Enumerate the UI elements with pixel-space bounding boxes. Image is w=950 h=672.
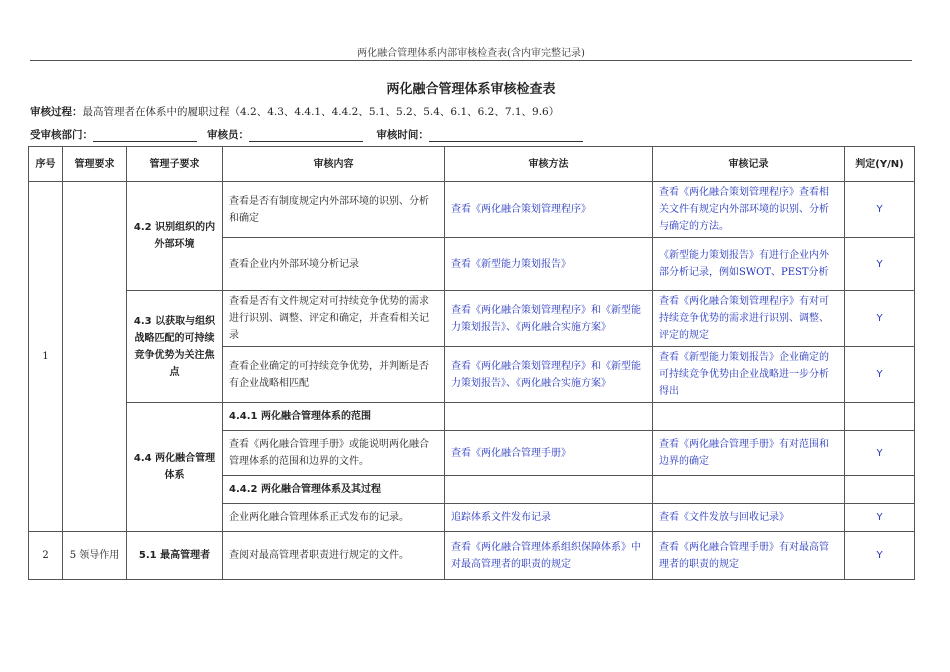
content-cell: 企业两化融合管理体系正式发布的记录。	[223, 504, 445, 532]
document-title: 两化融合管理体系审核检查表	[386, 82, 556, 97]
audit-checklist-table	[28, 146, 915, 580]
seq-cell: 2	[29, 532, 63, 580]
content-cell: 查看是否有文件规定对可持续竞争优势的需求进行识别、调整、评定和确定，并查看相关记录	[223, 291, 445, 347]
record-cell: 查看《新型能力策划报告》企业确定的可持续竞争优势由企业战略进一步分析得出	[653, 347, 845, 403]
time-label: 审核时间：	[376, 129, 429, 141]
verdict-cell	[845, 476, 915, 504]
record-cell: 查看《两化融合策划管理程序》有对可持续竞争优势的需求进行识别、调整、评定的规定	[653, 291, 845, 347]
verdict-cell: Y	[845, 347, 915, 403]
clause-heading-cell: 4.4.2 两化融合管理体系及其过程	[223, 476, 445, 504]
verdict-cell: Y	[845, 532, 915, 580]
col-requirement: 管理要求	[63, 147, 127, 182]
dept-blank[interactable]	[93, 129, 197, 142]
col-sub-requirement: 管理子要求	[127, 147, 223, 182]
verdict-cell: Y	[845, 182, 915, 238]
running-header: 两化融合管理体系内部审核检查表(含内审完整记录)	[357, 48, 585, 59]
content-cell: 查看《两化融合管理手册》或能说明两化融合管理体系的范围和边界的文件。	[223, 431, 445, 476]
method-cell	[445, 403, 653, 431]
sub-requirement-cell: 4.2 识别组织的内外部环境	[127, 182, 223, 291]
method-cell: 查看《两化融合策划管理程序》	[445, 182, 653, 238]
record-cell: 《新型能力策划报告》有进行企业内外部分析记录，例如SWOT、PEST分析	[653, 238, 845, 291]
record-cell: 查看《两化融合管理手册》有对最高管理者的职责的规定	[653, 532, 845, 580]
record-cell	[653, 403, 845, 431]
record-cell: 查看《文件发放与回收记录》	[653, 504, 845, 532]
table-row	[29, 182, 915, 238]
method-cell: 查看《新型能力策划报告》	[445, 238, 653, 291]
dept-label: 受审核部门：	[30, 129, 93, 141]
audit-scope-label: 审核过程：	[30, 106, 83, 118]
table-row	[29, 403, 915, 431]
requirement-cell	[63, 182, 127, 532]
method-cell: 追踪体系文件发布记录	[445, 504, 653, 532]
col-record: 审核记录	[653, 147, 845, 182]
auditor-blank[interactable]	[249, 129, 363, 142]
col-verdict: 判定(Y/N)	[845, 147, 915, 182]
verdict-cell: Y	[845, 238, 915, 291]
col-seq: 序号	[29, 147, 63, 182]
method-cell: 查看《两化融合策划管理程序》和《新型能力策划报告》、《两化融合实施方案》	[445, 291, 653, 347]
verdict-cell	[845, 403, 915, 431]
col-method: 审核方法	[445, 147, 653, 182]
method-cell: 查看《两化融合管理体系组织保障体系》中对最高管理者的职责的规定	[445, 532, 653, 580]
method-cell: 查看《两化融合管理手册》	[445, 431, 653, 476]
requirement-cell: 5 领导作用	[63, 532, 127, 580]
audit-scope-text: 最高管理者在体系中的履职过程（4.2、4.3、4.4.1、4.4.2、5.1、5.2、5.4、6.1、6.2、7.1、9.6）	[82, 106, 560, 118]
clause-heading-cell: 4.4.1 两化融合管理体系的范围	[223, 403, 445, 431]
sub-requirement-cell: 4.3 以获取与组织战略匹配的可持续竞争优势为关注焦点	[127, 291, 223, 403]
table-row	[29, 532, 915, 580]
table-header-row	[29, 147, 915, 182]
verdict-cell: Y	[845, 291, 915, 347]
verdict-cell: Y	[845, 431, 915, 476]
table-row	[29, 291, 915, 347]
auditor-label: 审核员：	[207, 129, 250, 141]
content-cell: 查看是否有制度规定内外部环境的识别、分析和确定	[223, 182, 445, 238]
time-blank[interactable]	[429, 129, 583, 142]
col-content: 审核内容	[223, 147, 445, 182]
record-cell: 查看《两化融合管理手册》有对范围和边界的确定	[653, 431, 845, 476]
record-cell	[653, 476, 845, 504]
verdict-cell: Y	[845, 504, 915, 532]
audit-fields	[30, 127, 583, 142]
content-cell: 查阅对最高管理者职责进行规定的文件。	[223, 532, 445, 580]
content-cell: 查看企业确定的可持续竞争优势，并判断是否有企业战略相匹配	[223, 347, 445, 403]
header-rule	[30, 60, 912, 61]
seq-cell: 1	[29, 182, 63, 532]
sub-requirement-cell: 4.4 两化融合管理体系	[127, 403, 223, 532]
method-cell: 查看《两化融合策划管理程序》和《新型能力策划报告》、《两化融合实施方案》	[445, 347, 653, 403]
content-cell: 查看企业内外部环境分析记录	[223, 238, 445, 291]
audit-scope	[30, 104, 559, 119]
sub-requirement-cell: 5.1 最高管理者	[127, 532, 223, 580]
record-cell: 查看《两化融合策划管理程序》查看相关文件有规定内外部环境的识别、分析与确定的方法。	[653, 182, 845, 238]
method-cell	[445, 476, 653, 504]
